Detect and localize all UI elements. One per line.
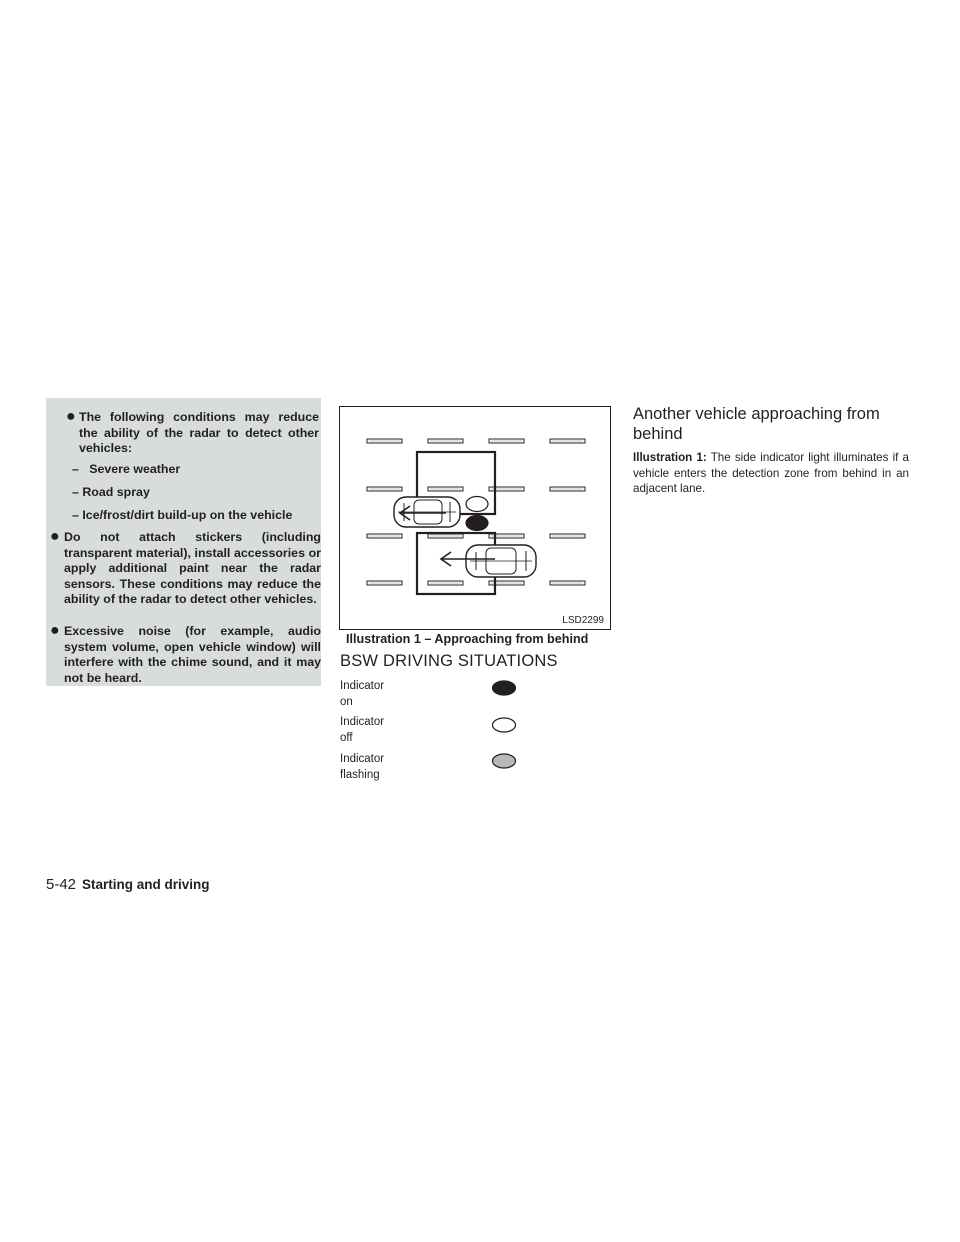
label-line: Indicator — [340, 716, 385, 728]
indicator-off-icon — [491, 717, 517, 733]
indicator-flashing-label — [340, 751, 420, 783]
warning-box — [46, 398, 321, 686]
indicator-on-icon — [491, 680, 517, 696]
page-number: 5-42 — [46, 876, 77, 893]
dash-item — [72, 508, 292, 522]
dash-glyph: – — [72, 462, 79, 476]
warning-text: Do not attach stickers (including transparent material), install accessories or apply additional paint near the radar sensors. These conditions may reduce the ability of the radar to detect other vehicles. — [64, 530, 321, 607]
dash-item — [72, 485, 150, 499]
paragraph-lead: Illustration 1: — [633, 451, 707, 464]
indicator-on-icon — [466, 516, 488, 531]
paragraph-text: The side indicator light illuminates if a vehicle enters the detection zone from behind in an adjacent lane. — [633, 451, 909, 496]
dash-text: Severe weather — [89, 462, 181, 476]
indicator-off-icon — [466, 497, 488, 512]
label-line: Indicator — [340, 753, 385, 765]
approaching-vehicle — [466, 545, 536, 577]
illustration-figure — [339, 406, 611, 630]
own-vehicle — [394, 497, 460, 527]
label-line: on — [340, 696, 353, 708]
approaching-paragraph — [633, 450, 909, 497]
label-line: off — [340, 732, 353, 744]
label-line: Indicator — [340, 680, 385, 692]
label-line: flashing — [340, 769, 380, 781]
bullet-icon: ● — [66, 408, 76, 425]
figure-caption: Illustration 1 – Approaching from behind — [346, 632, 589, 646]
bullet-icon: ● — [50, 528, 60, 545]
warning-text: The following conditions may reduce the ability of the radar to detect other vehicles: — [79, 410, 319, 456]
indicator-off-label — [340, 714, 420, 746]
dash-glyph: – — [72, 485, 79, 499]
dash-glyph: – — [72, 508, 79, 522]
section-name: Starting and driving — [82, 877, 210, 892]
dash-text: Road spray — [82, 485, 150, 499]
figure-code: LSD2299 — [562, 615, 604, 626]
page-footer — [46, 876, 210, 894]
section-heading-bsw: BSW DRIVING SITUATIONS — [340, 652, 558, 670]
bullet-icon: ● — [50, 622, 60, 639]
warning-text: Excessive noise (for example, audio system volume, open vehicle window) will interfere with the chime sound, and it may not be heard. — [64, 624, 321, 685]
dash-item — [72, 462, 180, 476]
indicator-flashing-icon — [491, 753, 517, 769]
road-diagram — [340, 407, 612, 631]
indicator-on-label — [340, 678, 420, 710]
section-heading-approaching: Another vehicle approaching from behind — [633, 405, 880, 443]
dash-text: Ice/frost/dirt build-up on the vehicle — [82, 508, 293, 522]
